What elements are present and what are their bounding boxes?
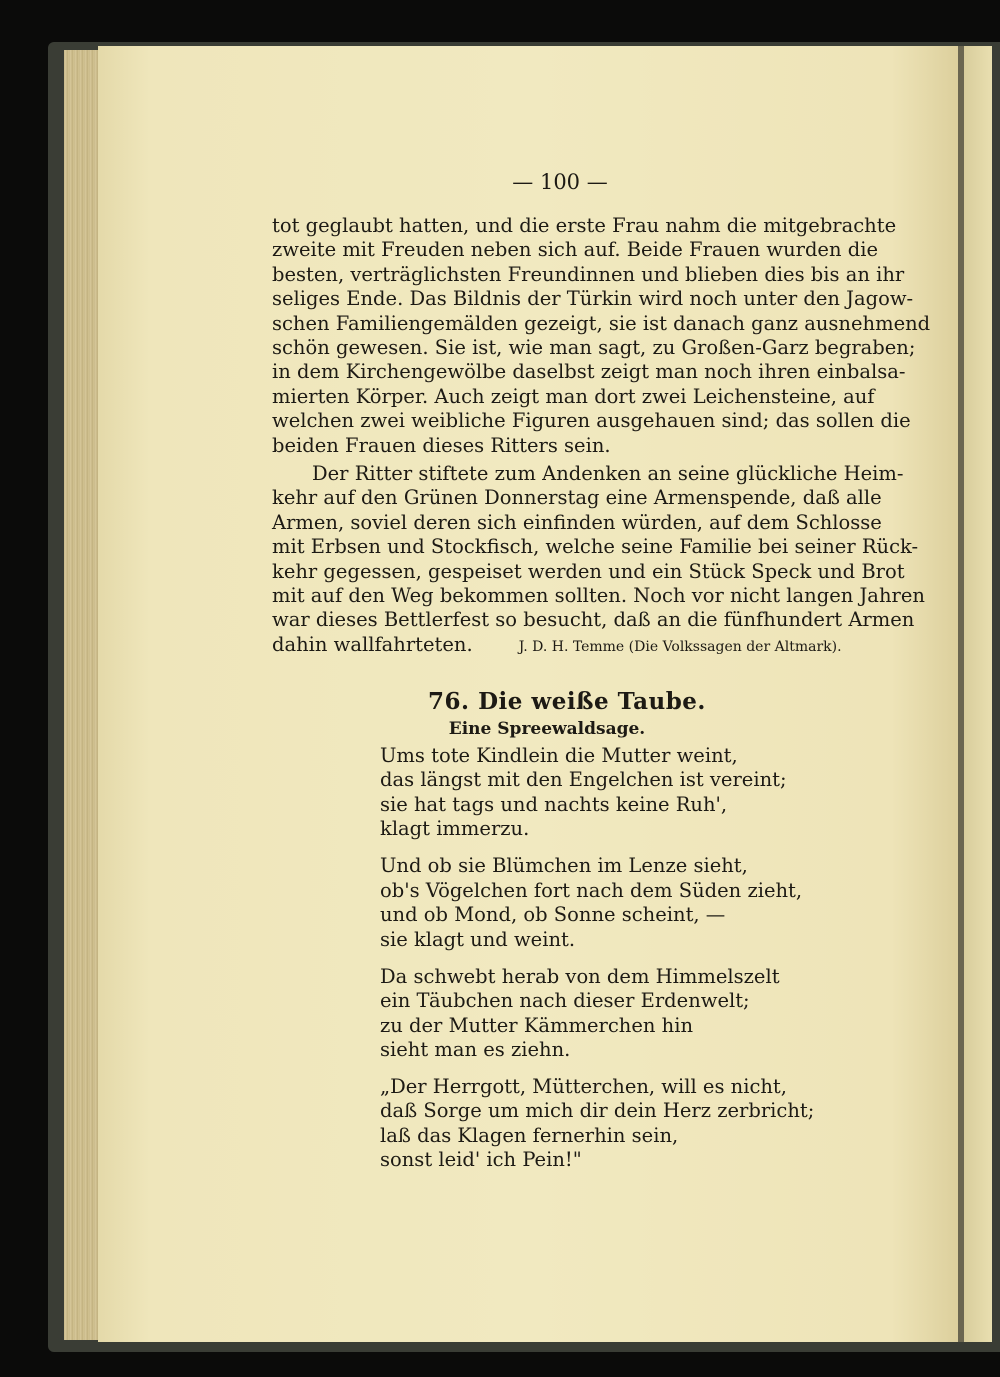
poem-line: Und ob sie Blümchen im Lenze sieht, [380,854,748,878]
poem-line: sie hat tags und nachts keine Ruh', [380,792,728,816]
text-line: welchen zwei weibliche Figuren ausgehauen sind; das sollen die [272,409,911,433]
next-page-edge [964,46,992,1342]
text-line: seliges Ende. Das Bildnis der Türkin wird noch unter den Jagow- [272,287,914,311]
text-line: besten, verträglichsten Freundinnen und blieben dies bis an ihr [272,262,905,286]
text-line: Der Ritter stiftete zum Andenken an seine glückliche Heim- [312,462,904,485]
poem-line: laß das Klagen fernerhin sein, [380,1123,679,1147]
poem-line: sonst leid' ich Pein!" [380,1148,582,1172]
poem-line: klagt immerzu. [380,817,530,841]
prose-paragraph-2 [272,462,925,657]
text-line: mit Erbsen und Stockfisch, welche seine Familie bei seiner Rück- [272,535,919,559]
poem-line: daß Sorge um mich dir dein Herz zerbricht; [380,1099,815,1123]
text-line: kehr auf den Grünen Donnerstag eine Armenspende, daß alle [272,486,882,510]
text-line: tot geglaubt hatten, und die erste Frau nahm die mitgebrachte [272,214,897,237]
poem-stanza [380,1075,850,1173]
prose-paragraph-1 [272,214,931,458]
poem-stanza [380,744,850,842]
text-line: mit auf den Weg bekommen sollten. Noch vor nicht langen Jahren [272,583,925,607]
page-number: — 100 — [512,170,608,194]
text-line: zweite mit Freuden neben sich auf. Beide Frauen wurden die [272,238,878,262]
text-line: mierten Körper. Auch zeigt man dort zwei Leichensteine, auf [272,384,875,408]
story-subtitle: Eine Spreewaldsage. [448,719,646,739]
text-line-with-source [272,633,862,657]
text-line: beiden Frauen dieses Ritters sein. [272,433,611,457]
poem-line: Da schwebt herab von dem Himmelszelt [380,964,780,988]
text-line: in dem Kirchengewölbe daselbst zeigt man noch ihren einbalsa- [272,360,906,384]
story-heading [272,688,862,739]
source-citation: J. D. H. Temme (Die Volkssagen der Altmark). [518,638,842,655]
text-line: Armen, soviel deren sich einfinden würden, auf dem Schlosse [272,510,882,534]
poem-line: „Der Herrgott, Mütterchen, will es nicht, [380,1075,787,1099]
story-title: 76. Die weiße Taube. [428,688,706,715]
text-line: war dieses Bettlerfest so besucht, daß an die fünfhundert Armen [272,608,915,632]
poem-stanza [380,965,850,1063]
poem-line: und ob Mond, ob Sonne scheint, — [380,903,726,927]
poem-line: ein Täubchen nach dieser Erdenwelt; [380,989,750,1013]
text-line: dahin wallfahrteten. [272,632,473,656]
poem-line: Ums tote Kindlein die Mutter weint, [380,744,738,767]
poem [380,744,850,1185]
text-line: kehr gegessen, gespeiset werden und ein Stück Speck und Brot [272,559,905,583]
poem-line: sie klagt und weint. [380,927,576,951]
poem-line: das längst mit den Engelchen ist vereint; [380,768,787,792]
poem-line: ob's Vögelchen fort nach dem Süden zieht, [380,878,803,902]
poem-stanza [380,854,850,952]
text-line: schen Familiengemälden gezeigt, sie ist danach ganz ausnehmend [272,311,931,335]
text-line: schön gewesen. Sie ist, wie man sagt, zu Großen-Garz begraben; [272,335,916,359]
poem-line: sieht man es ziehn. [380,1037,571,1061]
poem-line: zu der Mutter Kämmerchen hin [380,1013,693,1037]
